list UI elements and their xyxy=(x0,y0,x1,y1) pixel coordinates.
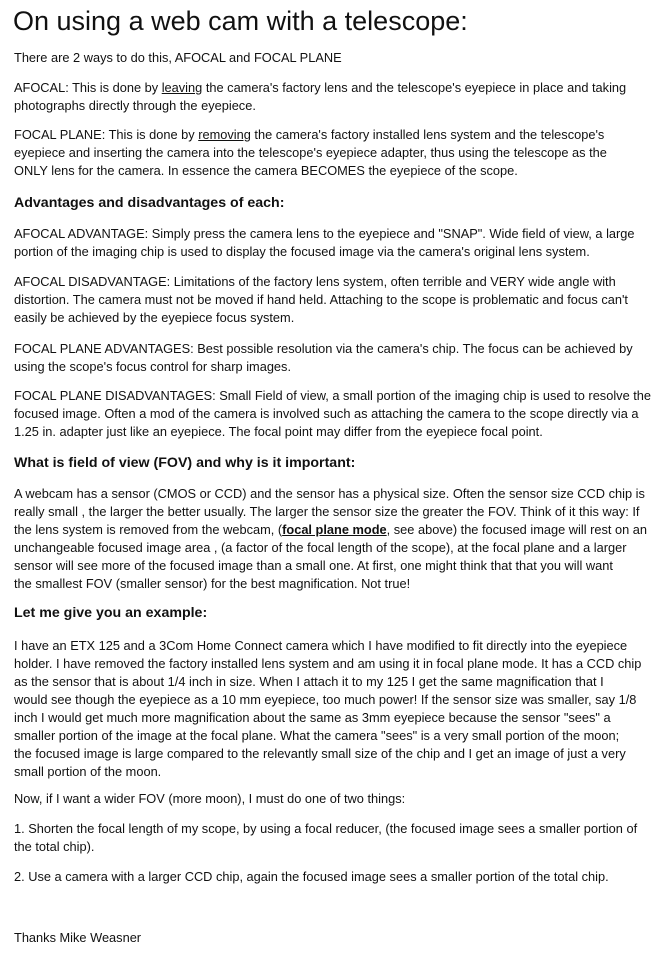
intro-paragraph: There are 2 ways to do this, AFOCAL and FOCAL PLANE xyxy=(14,50,342,65)
fov-heading: What is field of view (FOV) and why is it important: xyxy=(14,455,356,471)
thanks-signoff: Thanks Mike Weasner xyxy=(14,930,142,945)
afocal-disadvantage-paragraph: AFOCAL DISADVANTAGE: Limitations of the factory lens system, often terrible and VERY wide angle with distortion. The camera must not be moved if hand held. Attaching to the scope is problematic and focus can't easily be achieved by the eyepiece focus system. xyxy=(14,274,628,325)
focal-plane-disadvantages-paragraph: FOCAL PLANE DISADVANTAGES: Small Field of view, a small portion of the imaging chip is used to resolve the focused image. Often a mod of the camera is involved such as attaching the camera to the scope directly via a 1.25 in. adapter just like an eyepiece. The focal point may differ from the eyepiece focal point. xyxy=(14,388,652,439)
focal-plane-line-1: FOCAL PLANE: This is done by removing the camera's factory installed lens system and the telescope's xyxy=(14,127,605,142)
afocal-paragraph xyxy=(14,79,660,115)
option-2-paragraph: 2. Use a camera with a larger CCD chip, again the focused image sees a smaller portion of the total chip. xyxy=(14,869,609,884)
focal-plane-line-3: ONLY lens for the camera. In essence the camera BECOMES the eyepiece of the scope. xyxy=(14,163,518,178)
example-heading: Let me give you an example: xyxy=(14,605,208,621)
fov-line-3: the lens system is removed from the webcam, (focal plane mode, see above) the focused image will rest on an xyxy=(14,522,648,537)
focal-plane-mode-emphasis: focal plane mode xyxy=(282,522,387,537)
focal-plane-paragraph xyxy=(14,126,660,180)
example-paragraph: I have an ETX 125 and a 3Com Home Connect camera which I have modified to fit directly into the eyepiece holder. I have removed the factory installed lens system and am using it in focal plane mode. It has a CCD chip as the sensor that is about 1/4 inch in size. When I attach it to my 125 I get the same magnification that I would see though the eyepiece as a 10 mm eyepiece, too much power! If the sensor size was smaller, say 1/8 inch I would get much more magnification about the same as 3mm eyepiece because the sensor "sees" a smaller portion of the image at the focal plane. What the camera "sees" is a very small portion of the moon; the focused image is large compared to the relevantly small size of the chip and I get an image of just a very small portion of the moon. xyxy=(14,638,642,779)
advantages-heading: Advantages and disadvantages of each: xyxy=(14,195,285,211)
page-title: On using a web cam with a telescope: xyxy=(13,6,468,36)
leaving-emphasis: leaving xyxy=(161,80,203,95)
afocal-line-2: photographs directly through the eyepiece. xyxy=(14,98,256,113)
removing-emphasis: removing xyxy=(198,127,251,142)
focal-plane-advantages-paragraph: FOCAL PLANE ADVANTAGES: Best possible resolution via the camera's chip. The focus can be achieved by using the scope's focus control for sharp images. xyxy=(14,341,633,374)
afocal-advantage-paragraph: AFOCAL ADVANTAGE: Simply press the camera lens to the eyepiece and "SNAP". Wide field of view, a large portion of the imaging chip is used to display the focused image via the camera's original lens system. xyxy=(14,226,635,259)
wider-fov-paragraph: Now, if I want a wider FOV (more moon), I must do one of two things: xyxy=(14,791,406,806)
fov-paragraph: A webcam has a sensor (CMOS or CCD) and the sensor has a physical size. Often the sensor size CCD chip is really small , the larger the better usually. The larger the sensor size the greater the FOV. Think of it this way: If the lens system is removed from the webcam, (focal plane mode, see above) the focused image will rest on an unchangeable focused image area , (a factor of the focal length of the scope), at the focal plane and a larger sensor will see more of the focused image than a small one. At first, one might think that that you will want the smallest FOV (smaller sensor) for the best magnification. Not true! xyxy=(14,485,660,593)
option-1-paragraph: 1. Shorten the focal length of my scope, by using a focal reducer, (the focused image sees a smaller portion of the total chip). xyxy=(14,821,638,854)
focal-plane-line-2: eyepiece and inserting the camera into the telescope's eyepiece adapter, thus using the telescope as the xyxy=(14,145,607,160)
afocal-line-1: AFOCAL: This is done by leaving the camera's factory lens and the telescope's eyepiece in place and taking xyxy=(14,80,627,95)
